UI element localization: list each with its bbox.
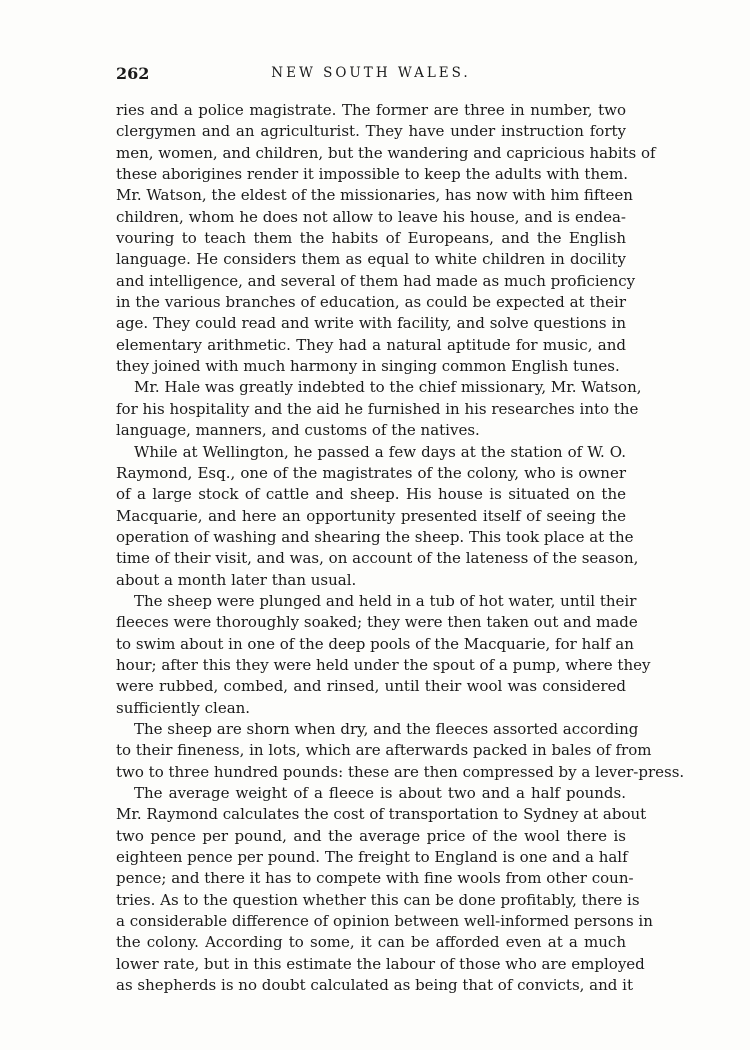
- text-line: they joined with much harmony in singing common English tunes.: [116, 357, 620, 376]
- text-line: The sheep were plunged and held in a tub of hot water, until their: [134, 591, 637, 610]
- text-line: these aborigines render it impossible to keep the adults with them.: [116, 165, 628, 184]
- paragraph-3: [116, 442, 639, 591]
- text-line: and intelligence, and several of them had made as much proficiency: [116, 271, 636, 290]
- text-line: two to three hundred pounds: these are then compressed by a lever-press.: [116, 762, 685, 781]
- text-line: Mr. Raymond calculates the cost of transportation to Sydney at about: [116, 805, 647, 824]
- text-line: operation of washing and shearing the sheep. This took place at the: [116, 527, 634, 546]
- text-line: as shepherds is no doubt calculated as being that of convicts, and it: [116, 976, 633, 995]
- text-line: ries and a police magistrate. The former are three in number, two: [116, 101, 626, 119]
- text-line: hour; after this they were held under the spout of a pump, where they: [116, 655, 651, 674]
- text-line: men, women, and children, but the wandering and capricious habits of: [116, 143, 656, 162]
- text-line: vouring to teach them the habits of Europeans, and the English: [116, 229, 626, 248]
- text-line: of a large stock of cattle and sheep. His house is situated on the: [116, 485, 626, 504]
- text-line: about a month later than usual.: [116, 570, 357, 589]
- paragraph-6: [116, 783, 653, 996]
- text-line: pence; and there it has to compete with fine wools from other coun-: [116, 869, 634, 888]
- body-text: [116, 100, 685, 996]
- paragraph-4: [116, 591, 651, 719]
- text-line: two pence per pound, and the average price of the wool there is: [116, 826, 626, 845]
- text-line: elementary arithmetic. They had a natural aptitude for music, and: [116, 335, 626, 354]
- paragraph-1: [116, 100, 656, 377]
- text-line: language, manners, and customs of the natives.: [116, 421, 480, 440]
- text-line: Mr. Watson, the eldest of the missionaries, has now with him fifteen: [116, 186, 633, 205]
- running-head: NEW SOUTH WALES.: [271, 65, 471, 81]
- text-line: for his hospitality and the aid he furnished in his researches into the: [116, 399, 639, 418]
- text-line: eighteen pence per pound. The freight to England is one and a half: [116, 848, 628, 867]
- text-line: a considerable difference of opinion between well-informed persons in: [116, 912, 653, 931]
- text-line: to swim about in one of the deep pools of the Macquarie, for half an: [116, 634, 634, 653]
- page-number: 262: [116, 64, 150, 83]
- paragraph-2: [116, 377, 642, 441]
- text-line: Raymond, Esq., one of the magistrates of the colony, who is owner: [116, 463, 626, 482]
- text-line: The sheep are shorn when dry, and the fleeces assorted according: [134, 719, 639, 738]
- text-line: The average weight of a fleece is about two and a half pounds.: [134, 784, 626, 802]
- text-line: clergymen and an agriculturist. They have under instruction forty: [116, 122, 626, 141]
- text-line: language. He considers them as equal to white children in docility: [116, 250, 626, 269]
- text-line: Macquarie, and here an opportunity presented itself of seeing the: [116, 506, 626, 525]
- text-line: tries. As to the question whether this can be done profitably, there is: [116, 890, 640, 909]
- text-line: in the various branches of education, as could be expected at their: [116, 293, 626, 312]
- text-line: to their fineness, in lots, which are afterwards packed in bales of from: [116, 741, 652, 760]
- text-line: time of their visit, and was, on account of the lateness of the season,: [116, 549, 639, 568]
- text-line: children, whom he does not allow to leave his house, and is endea-: [116, 207, 626, 226]
- text-line: fleeces were thoroughly soaked; they were then taken out and made: [116, 613, 638, 632]
- text-line: While at Wellington, he passed a few days at the station of W. O.: [134, 442, 626, 461]
- paragraph-5: [116, 719, 685, 783]
- text-line: were rubbed, combed, and rinsed, until their wool was considered: [116, 677, 626, 696]
- text-line: age. They could read and write with facility, and solve questions in: [116, 314, 626, 333]
- text-line: sufficiently clean.: [116, 698, 251, 717]
- page-header: [116, 64, 626, 86]
- text-line: the colony. According to some, it can be afforded even at a much: [116, 933, 626, 952]
- text-line: Mr. Hale was greatly indebted to the chief missionary, Mr. Watson,: [134, 378, 642, 397]
- text-line: lower rate, but in this estimate the labour of those who are employed: [116, 954, 645, 973]
